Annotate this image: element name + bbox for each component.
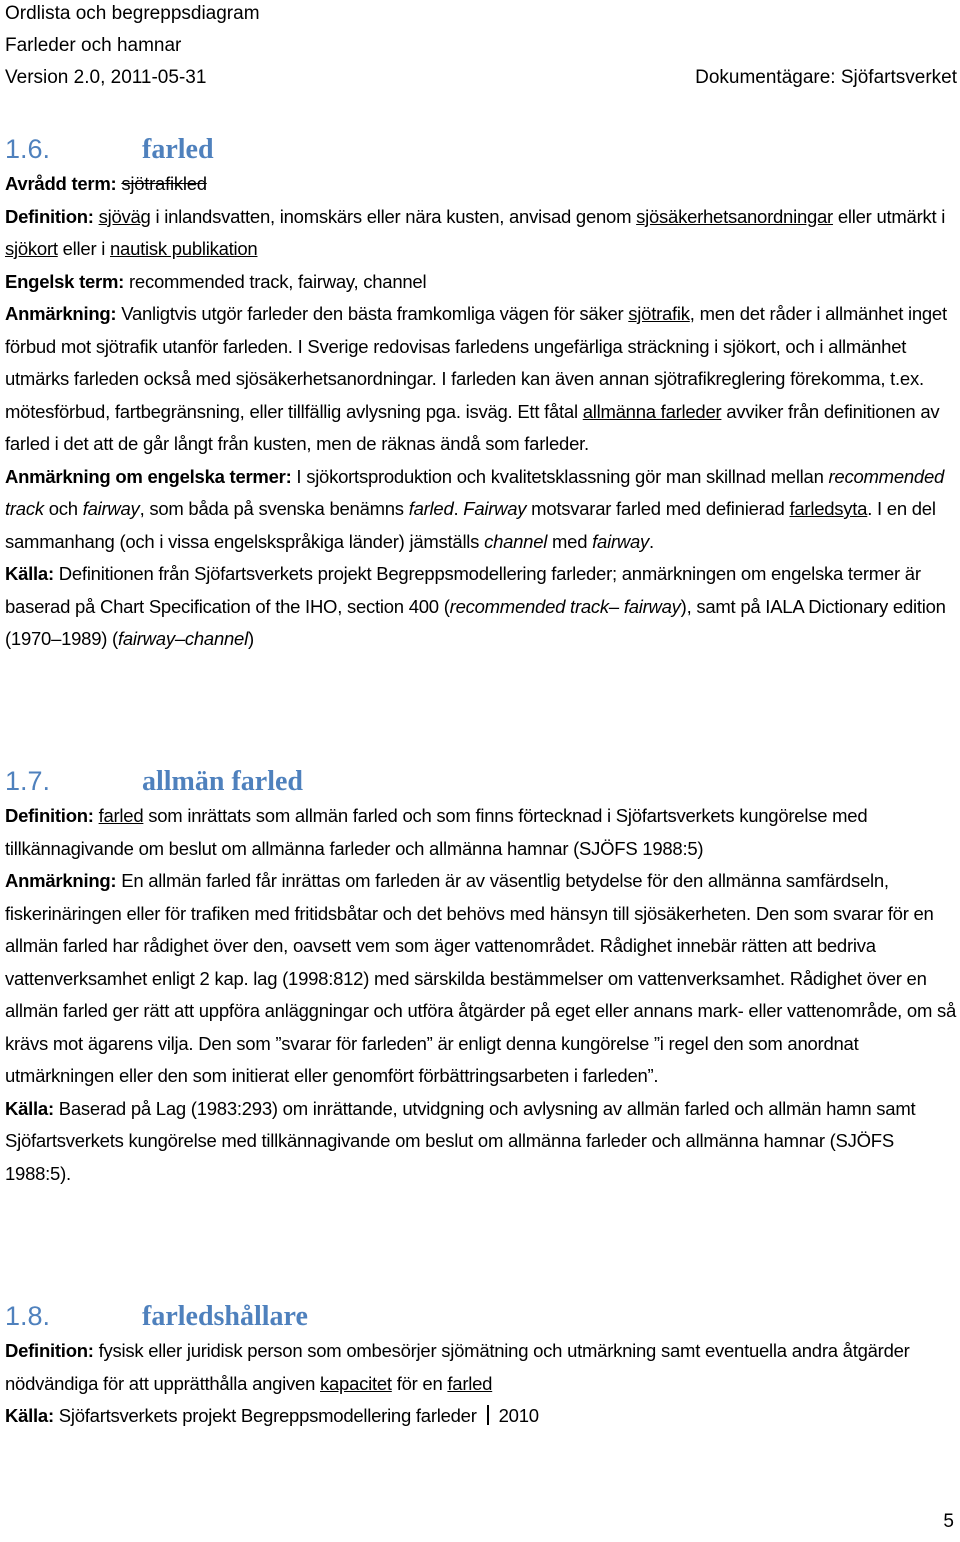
english-note-label: Anmärkning om engelska termer:	[5, 465, 292, 487]
header-version: Version 2.0, 2011-05-31	[5, 67, 207, 88]
definition-row: Definition: fysisk eller juridisk person som ombesörjer sjömätning och utmärkning samt eventuella andra åtgärder nödvändiga för att upprätthålla angiven kapacitet för en farled	[5, 1340, 910, 1394]
source-label: Källa:	[5, 1097, 54, 1119]
note-label: Anmärkning:	[5, 303, 117, 324]
link-sjovag[interactable]: sjöväg	[98, 205, 151, 227]
section-title: allmän farled	[142, 766, 303, 797]
header-title: Ordlista och begreppsdiagram	[5, 3, 260, 24]
section-title: farled	[142, 134, 214, 165]
section-heading-1-7	[5, 763, 303, 799]
field-separator	[487, 1405, 489, 1425]
source-row: Källa: Sjöfartsverkets projekt Begreppsmodellering farleder 2010	[5, 1405, 539, 1426]
link-farledsyta[interactable]: farledsyta	[789, 498, 868, 519]
definition-label: Definition:	[5, 805, 94, 826]
link-farled[interactable]: farled	[447, 1372, 493, 1394]
link-sjokort[interactable]: sjökort	[5, 238, 58, 259]
link-farled[interactable]: farled	[98, 805, 144, 826]
header-owner: Dokumentägare: Sjöfartsverket	[695, 67, 957, 88]
section-number: 1.8.	[5, 1301, 51, 1331]
source-row: Källa: Definitionen från Sjöfartsverkets projekt Begreppsmodellering farleder; anmärkningen om engelska termer är baserad på Chart Specification of the IHO, section 400 (recommended track– fairway), samt på IALA Dictionary edition (1970–1989) (fairway–channel)	[5, 563, 946, 649]
section-title: farledshållare	[142, 1301, 308, 1332]
source-label: Källa:	[5, 1405, 54, 1426]
source-label: Källa:	[5, 563, 54, 584]
english-term: recommended track, fairway, channel	[129, 270, 427, 292]
note-row: Anmärkning: En allmän farled får inrättas om farleden är av väsentlig betydelse för den allmänna samfärdseln, fiskerinäringen eller för trafiken med fritidsbåtar och det behövs med hänsyn till sjösäkerheten. Den som svarar för en allmän farled har rådighet över den, oavsett vem som äger vattenområdet. Rådighet innebär rätten att bedriva vattenverksamhet enligt 2 kap. lag (1998:812) med särskilda bestämmelser om vattenverksamhet. Rådighet över en allmän farled ger rätt att uppföra anläggningar och utföra åtgärder på eget eller annans mark- eller vattenområde, om så krävs mot ägarens vilja. Den som ”svarar för farleden” är enligt denna kungörelse ”i regel den som anordnat utmärkningen eller den som initierat eller genomfört förbättringsarbeten i farleden”.	[5, 870, 957, 1086]
link-sjosakerhetsanordningar[interactable]: sjösäkerhetsanordningar	[636, 205, 833, 227]
definition-label: Definition:	[5, 1340, 94, 1361]
link-allmanna-farleder[interactable]: allmänna farleder	[582, 400, 722, 422]
english-note-row: Anmärkning om engelska termer: I sjökortsproduktion och kvalitetsklassning gör man skillnad mellan recommended track och fairway, som båda på svenska benämns farled. Fairway motsvarar farled med definierad farledsyta. I en del sammanhang (och i vissa engelskspråkiga länder) jämställs channel med fairway.	[5, 465, 945, 552]
link-sjotrafik[interactable]: sjötrafik	[628, 303, 690, 324]
source-year: 2010	[498, 1405, 539, 1426]
link-nautisk-publikation[interactable]: nautisk publikation	[110, 238, 258, 259]
note-label: Anmärkning:	[5, 870, 117, 891]
section-body-1-6	[5, 168, 960, 656]
source-row: Källa: Baserad på Lag (1983:293) om inrättande, utvidgning och avlysning av allmän farled och allmän hamn samt Sjöfartsverkets kungörelse med tillkännagivande om beslut om allmänna farleder och allmänna hamnar (SJÖFS 1988:5).	[5, 1097, 916, 1184]
definition-row: Definition: sjöväg i inlandsvatten, inomskärs eller nära kusten, anvisad genom sjösäkerhetsanordningar eller utmärkt i sjökort eller i nautisk publikation	[5, 205, 946, 259]
page-number: 5	[943, 1511, 954, 1532]
section-heading-1-6	[5, 131, 214, 167]
section-number: 1.6.	[5, 134, 51, 164]
definition-row: Definition: farled som inrättats som allmän farled och som finns förtecknad i Sjöfartsverkets kungörelse med tillkännagivande om beslut om allmänna farleder och allmänna hamnar (SJÖFS 1988:5)	[5, 805, 868, 859]
section-number: 1.7.	[5, 766, 51, 796]
link-kapacitet[interactable]: kapacitet	[320, 1372, 392, 1394]
avradd-term: sjötrafikled	[121, 173, 207, 194]
section-heading-1-8	[5, 1298, 308, 1334]
note-row: Anmärkning: Vanligtvis utgör farleder den bästa framkomliga vägen för säker sjötrafik, men det råder i allmänhet inget förbud mot sjötrafik utanför farleden. I Sverige redovisas farledens ungefärliga sträckning i sjökort, och i allmänhet utmärks farleden också med sjösäkerhetsanordningar. I farleden kan även annan sjötrafikreglering förekomma, t.ex. mötesförbud, fartbegränsning, eller tillfällig avlysning pga. isväg. Ett fåtal allmänna farleder avviker från definitionen av farled i det att de går långt från kusten, men de räknas ändå som farleder.	[5, 303, 947, 454]
header-subtitle: Farleder och hamnar	[5, 35, 182, 56]
definition-label: Definition:	[5, 205, 94, 227]
english-term-row	[5, 266, 960, 299]
avradd-label: Avrådd term:	[5, 173, 117, 194]
english-term-label: Engelsk term:	[5, 270, 125, 292]
section-body-1-8	[5, 1335, 960, 1433]
section-body-1-7	[5, 800, 960, 1190]
avradd-term-row	[5, 168, 960, 201]
